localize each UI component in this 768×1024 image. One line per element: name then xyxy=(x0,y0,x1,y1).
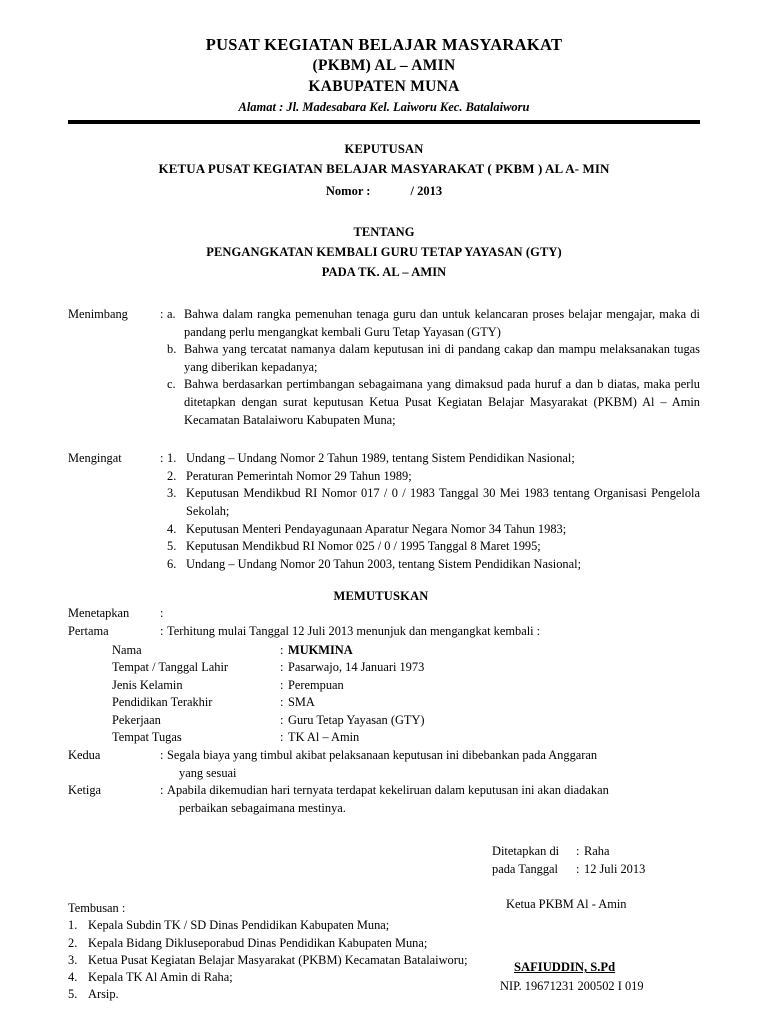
table-row xyxy=(112,694,425,712)
decree-authority: KETUA PUSAT KEGIATAN BELAJAR MASYARAKAT ( PKBM ) AL A- MIN xyxy=(158,161,610,176)
detail-value: TK Al – Amin xyxy=(288,730,360,745)
decision-pertama xyxy=(68,623,700,641)
detail-label: Tempat Tugas xyxy=(112,730,182,745)
signature-block xyxy=(492,843,700,995)
list-item xyxy=(68,986,468,1003)
decision-ketiga-label: Ketiga xyxy=(68,783,102,798)
decision-ketiga-text: Apabila dikemudian hari ternyata terdapat kekeliruan dalam keputusan ini akan diadakan xyxy=(167,783,609,798)
signature-place-date xyxy=(492,843,645,878)
signatory-name: SAFIUDDIN, S.Pd xyxy=(514,960,616,975)
signature-date-separator: : xyxy=(576,862,580,877)
table-row xyxy=(112,677,425,695)
list-item-marker: a. xyxy=(167,307,176,321)
decision-pertama-text: Terhitung mulai Tanggal 12 Juli 2013 menunjuk dan mengangkat kembali : xyxy=(167,623,541,638)
list-item xyxy=(167,485,700,520)
list-item xyxy=(68,935,468,952)
clause-mengingat-label: Mengingat xyxy=(68,451,122,466)
list-item-marker: 6. xyxy=(167,556,177,571)
institution-name-line1: PUSAT KEGIATAN BELAJAR MASYARAKAT xyxy=(205,35,563,54)
signature-date-value: 12 Juli 2013 xyxy=(584,862,646,877)
detail-separator: : xyxy=(280,695,284,710)
list-item-text: Keputusan Mendikbud RI Nomor 017 / 0 / 1983 Tanggal 30 Mei 1983 tentang Organisasi Pengelola Sekolah; xyxy=(186,486,700,518)
detail-separator: : xyxy=(280,660,284,675)
table-row xyxy=(492,861,645,879)
clause-mengingat-body xyxy=(167,450,700,573)
decision-kedua-label: Kedua xyxy=(68,748,101,763)
signature-place-label: Ditetapkan di xyxy=(492,844,560,859)
tembusan-list xyxy=(68,917,468,1003)
list-item-text: Keputusan Mendikbud RI Nomor 025 / 0 / 1995 Tanggal 8 Maret 1995; xyxy=(186,539,541,554)
detail-separator: : xyxy=(280,677,284,692)
list-item-marker: 2. xyxy=(68,935,78,950)
list-item-marker: 3. xyxy=(68,952,78,967)
detail-separator: : xyxy=(280,730,284,745)
table-row xyxy=(112,659,425,677)
clause-menimbang-label: Menimbang xyxy=(68,307,128,321)
decision-kedua-body xyxy=(167,747,700,782)
list-item-text: Peraturan Pemerintah Nomor 29 Tahun 1989; xyxy=(186,468,412,483)
tembusan-title: Tembusan : xyxy=(68,901,126,915)
list-item xyxy=(68,969,468,986)
appointee-details-table xyxy=(112,642,425,748)
detail-label: Pekerjaan xyxy=(112,712,161,727)
institution-regency: KABUPATEN MUNA xyxy=(308,78,460,95)
decision-ketiga xyxy=(68,782,700,817)
list-item xyxy=(167,376,700,429)
list-item-marker: 4. xyxy=(68,970,78,985)
signature-place-value: Raha xyxy=(584,844,610,859)
decree-number-value: / 2013 xyxy=(410,184,443,198)
table-row xyxy=(112,642,425,660)
decision-menetapkan-label: Menetapkan xyxy=(68,606,130,621)
list-item-marker: 4. xyxy=(167,521,177,536)
letterhead xyxy=(68,0,700,117)
clause-menimbang xyxy=(68,306,700,429)
list-item-text: Kepala Bidang Dikluseporabud Dinas Pendidikan Kabupaten Muna; xyxy=(88,935,428,950)
list-item-text: Kepala Subdin TK / SD Dinas Pendidikan Kabupaten Muna; xyxy=(88,918,390,933)
letterhead-divider xyxy=(68,120,700,124)
signature-date-label: pada Tanggal xyxy=(492,862,558,877)
list-item-text: Bahwa yang tercatat namanya dalam keputusan ini di pandang cakap dan mampu melaksanakan tugas yang diberikan kepadanya; xyxy=(184,342,700,374)
detail-value: MUKMINA xyxy=(288,642,353,657)
title-block xyxy=(68,140,700,282)
detail-label: Nama xyxy=(112,642,142,657)
decree-subject-scope: PADA TK. AL – AMIN xyxy=(321,265,447,279)
decision-ketiga-colon: : xyxy=(160,783,164,798)
list-item xyxy=(68,917,468,934)
table-row xyxy=(112,712,425,730)
list-item xyxy=(167,556,700,574)
table-row xyxy=(492,843,645,861)
decision-ketiga-text-cont: perbaikan sebagaimana mestinya. xyxy=(179,800,346,815)
decree-subject: PENGANGKATAN KEMBALI GURU TETAP YAYASAN (GTY) xyxy=(206,245,562,259)
clause-mengingat xyxy=(68,450,700,573)
list-item-text: Arsip. xyxy=(88,987,119,1002)
institution-address: Alamat : Jl. Madesabara Kel. Laiworu Kec. Batalaiworu xyxy=(238,100,530,114)
list-item xyxy=(167,468,700,486)
decision-pertama-colon: : xyxy=(160,623,164,638)
list-item-text: Kepala TK Al Amin di Raha; xyxy=(88,970,233,985)
decision-menetapkan-colon: : xyxy=(160,606,164,621)
decision-ketiga-body xyxy=(167,782,700,817)
list-item-text: Undang – Undang Nomor 20 Tahun 2003, tentang Sistem Pendidikan Nasional; xyxy=(186,556,582,571)
list-item-marker: 1. xyxy=(167,451,177,466)
decision-pertama-label: Pertama xyxy=(68,623,109,638)
memutuskan-heading: MEMUTUSKAN xyxy=(333,589,429,604)
decree-number-label: Nomor : xyxy=(325,184,371,198)
detail-value: Perempuan xyxy=(288,677,344,692)
list-item-marker: 5. xyxy=(68,987,78,1002)
detail-label: Pendidikan Terakhir xyxy=(112,695,213,710)
list-item-marker: 1. xyxy=(68,918,78,933)
list-item-text: Bahwa dalam rangka pemenuhan tenaga guru dan untuk kelancaran proses belajar mengajar, maka di pandang perlu mengangkat kembali Guru Tetap Yayasan (GTY) xyxy=(184,307,700,339)
list-item-marker: 2. xyxy=(167,468,177,483)
signature-place-separator: : xyxy=(576,844,580,859)
list-item xyxy=(167,450,700,468)
list-item-text: Bahwa berdasarkan pertimbangan sebagaimana yang dimaksud pada huruf a dan b diatas, maka perlu ditetapkan dengan surat keputusan Ketua Pusat Kegiatan Belajar Masyarakat (PKBM) Al – Amin Kecamatan Batalaiworu Kabupaten Muna; xyxy=(184,377,700,427)
table-row xyxy=(112,729,425,747)
decision-menetapkan-text xyxy=(167,605,700,623)
signatory-nip: NIP. 19671231 200502 I 019 xyxy=(500,978,644,993)
decision-menetapkan xyxy=(68,605,700,623)
list-item-text: Undang – Undang Nomor 2 Tahun 1989, tentang Sistem Pendidikan Nasional; xyxy=(186,451,575,466)
detail-separator: : xyxy=(280,712,284,727)
decree-heading: KEPUTUSAN xyxy=(344,142,424,156)
clause-menimbang-colon: : xyxy=(160,307,164,321)
list-item-text: Keputusan Menteri Pendayagunaan Aparatur Negara Nomor 34 Tahun 1983; xyxy=(186,521,567,536)
list-item xyxy=(167,341,700,376)
institution-name-line2: (PKBM) AL – AMIN xyxy=(312,57,456,74)
list-item xyxy=(68,952,468,969)
list-item xyxy=(167,521,700,539)
decision-kedua-text: Segala biaya yang timbul akibat pelaksanaan keputusan ini dibebankan pada Anggaran xyxy=(167,748,598,763)
detail-value: SMA xyxy=(288,695,315,710)
list-item xyxy=(167,306,700,341)
signatory-title: Ketua PKBM Al - Amin xyxy=(506,896,627,911)
detail-separator: : xyxy=(280,642,284,657)
decree-number-line xyxy=(68,181,700,201)
list-item xyxy=(167,538,700,556)
decision-kedua-text-cont: yang sesuai xyxy=(179,765,237,780)
clause-menimbang-body xyxy=(167,306,700,429)
detail-label: Jenis Kelamin xyxy=(112,677,183,692)
decision-kedua xyxy=(68,747,700,782)
about-heading: TENTANG xyxy=(353,225,415,239)
signature-space xyxy=(492,913,700,959)
clause-mengingat-colon: : xyxy=(160,451,164,466)
list-item-marker: c. xyxy=(167,377,176,392)
detail-label: Tempat / Tanggal Lahir xyxy=(112,660,229,675)
decision-kedua-colon: : xyxy=(160,748,164,763)
detail-value: Pasarwajo, 14 Januari 1973 xyxy=(288,660,425,675)
list-item-marker: b. xyxy=(167,342,177,357)
detail-value: Guru Tetap Yayasan (GTY) xyxy=(288,712,425,727)
signatory-name-row xyxy=(492,959,700,977)
list-item-marker: 5. xyxy=(167,539,177,554)
list-item-text: Ketua Pusat Kegiatan Belajar Masyarakat (PKBM) Kecamatan Batalaiworu; xyxy=(88,952,468,967)
list-item-marker: 3. xyxy=(167,486,177,501)
tembusan-block xyxy=(68,900,468,1004)
